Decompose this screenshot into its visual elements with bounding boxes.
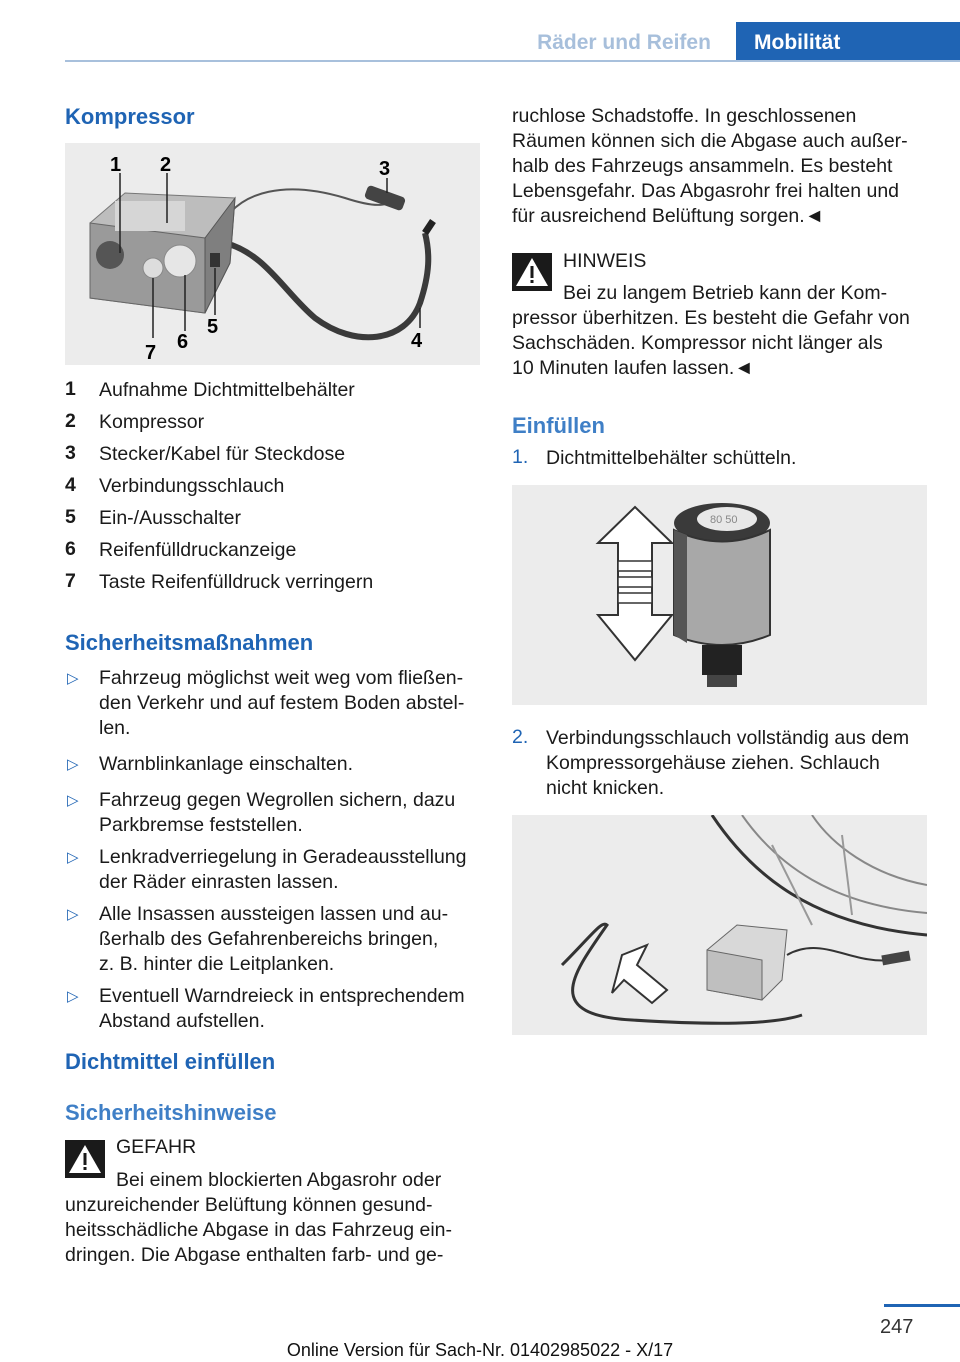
heading-einfuellen: Einfüllen xyxy=(512,413,605,438)
list-item: ▷ Warnblinkanlage einschalten. xyxy=(67,753,354,775)
header-section-tab[interactable]: Räder und Reifen xyxy=(537,31,711,54)
list-item: 1 Aufnahme Dichtmittelbehälter xyxy=(65,378,355,401)
hose-illustration xyxy=(512,815,927,1035)
callout-1: 1 xyxy=(110,154,122,176)
page-number: 247 xyxy=(880,1316,914,1338)
notice-line-3: Sachschäden. Kompressor nicht länger als xyxy=(512,332,883,354)
callout-7: 7 xyxy=(145,342,157,364)
list-item: ▷ Fahrzeug gegen Wegrollen sichern, dazu Parkbremse feststellen. xyxy=(67,789,456,836)
list-item: 6 Reifenfülldruckanzeige xyxy=(65,538,297,561)
header-rule xyxy=(65,60,960,62)
gauge-label: 80 50 xyxy=(710,514,738,526)
notice-line-1: Bei zu langem Betrieb kann der Kom- xyxy=(563,282,888,304)
danger-line-4: dringen. Die Abgase enthalten farb- und ge- xyxy=(65,1244,444,1266)
callout-3: 3 xyxy=(379,158,391,180)
heading-sicherheitshinweise: Sicherheitshinweise xyxy=(65,1100,277,1125)
heading-sicherheitsmassnahmen: Sicherheitsmaßnahmen xyxy=(65,630,314,655)
header-chapter-tab[interactable]: Mobilität xyxy=(736,22,960,62)
list-item: ▷ Fahrzeug möglichst weit weg vom fließen- den Verkehr und auf festem Boden abstel- len. xyxy=(67,667,465,739)
bullet-marker: ▷ xyxy=(67,756,79,773)
step-1: 1. Dichtmittelbehälter schütteln. xyxy=(512,446,797,469)
list-item: 5 Ein-/Ausschalter xyxy=(65,506,241,529)
list-item: ▷ Eventuell Warndreieck in entsprechendem Abstand aufstellen. xyxy=(67,985,465,1032)
notice-title: HINWEIS xyxy=(563,250,647,272)
heading-kompressor: Kompressor xyxy=(65,104,195,129)
footer-version-text: Online Version für Sach-Nr. 01402985022 - X/17 xyxy=(286,1340,674,1360)
bullet-marker: ▷ xyxy=(67,906,79,923)
bullet-marker: ▷ xyxy=(67,849,79,866)
bottle-illustration xyxy=(512,485,927,705)
callout-4: 4 xyxy=(411,330,423,352)
callout-2: 2 xyxy=(160,154,172,176)
warning-triangle-icon xyxy=(65,1140,105,1178)
notice-triangle-icon xyxy=(512,253,552,291)
list-item: 2 Kompressor xyxy=(65,410,205,433)
list-item: 4 Verbindungsschlauch xyxy=(65,474,285,497)
callout-5: 5 xyxy=(207,316,219,338)
danger-line-3: heitsschädliche Abgase in das Fahrzeug ein- xyxy=(65,1219,452,1241)
compressor-figure xyxy=(65,143,480,365)
compressor-illustration xyxy=(65,143,480,365)
list-item: 7 Taste Reifenfülldruck verringern xyxy=(65,570,374,593)
danger-line-2: unzureichender Belüftung können gesund- xyxy=(65,1194,433,1216)
shake-bottle-figure xyxy=(512,485,927,705)
safety-list xyxy=(65,666,485,1040)
danger-continuation: ruchlose Schadstoffe. In geschlossenen Räumen können sich die Abgase auch außer- halb des Fahrzeugs ansammeln. Es besteht Lebensgefahr. Das Abgasrohr frei halten und für ausreichend Belüftung sorgen.◄ xyxy=(512,105,908,227)
list-item: ▷ Lenkradverriegelung in Geradeausstellung der Räder einrasten lassen. xyxy=(67,846,467,893)
bullet-marker: ▷ xyxy=(67,670,79,687)
danger-title: GEFAHR xyxy=(116,1136,197,1158)
footer-rule xyxy=(884,1304,960,1307)
notice-line-4: 10 Minuten laufen lassen.◄ xyxy=(512,357,754,379)
list-item: ▷ Alle Insassen aussteigen lassen und au- ßerhalb des Gefahrenbereichs bringen, z. B. hinter die Leitplanken. xyxy=(67,903,449,975)
bullet-marker: ▷ xyxy=(67,988,79,1005)
bullet-marker: ▷ xyxy=(67,792,79,809)
callout-6: 6 xyxy=(177,331,189,353)
list-item: 3 Stecker/Kabel für Steckdose xyxy=(65,442,346,465)
notice-line-2: pressor überhitzen. Es besteht die Gefahr von xyxy=(512,307,910,329)
pull-hose-figure xyxy=(512,815,927,1035)
parts-list xyxy=(65,378,485,602)
heading-dichtmittel-einfuellen: Dichtmittel einfüllen xyxy=(65,1049,276,1074)
danger-line-1: Bei einem blockierten Abgasrohr oder xyxy=(116,1169,442,1191)
step-2: 2. Verbindungsschlauch vollständig aus dem Kompressorgehäuse ziehen. Schlauch nicht knicken. xyxy=(512,726,910,799)
